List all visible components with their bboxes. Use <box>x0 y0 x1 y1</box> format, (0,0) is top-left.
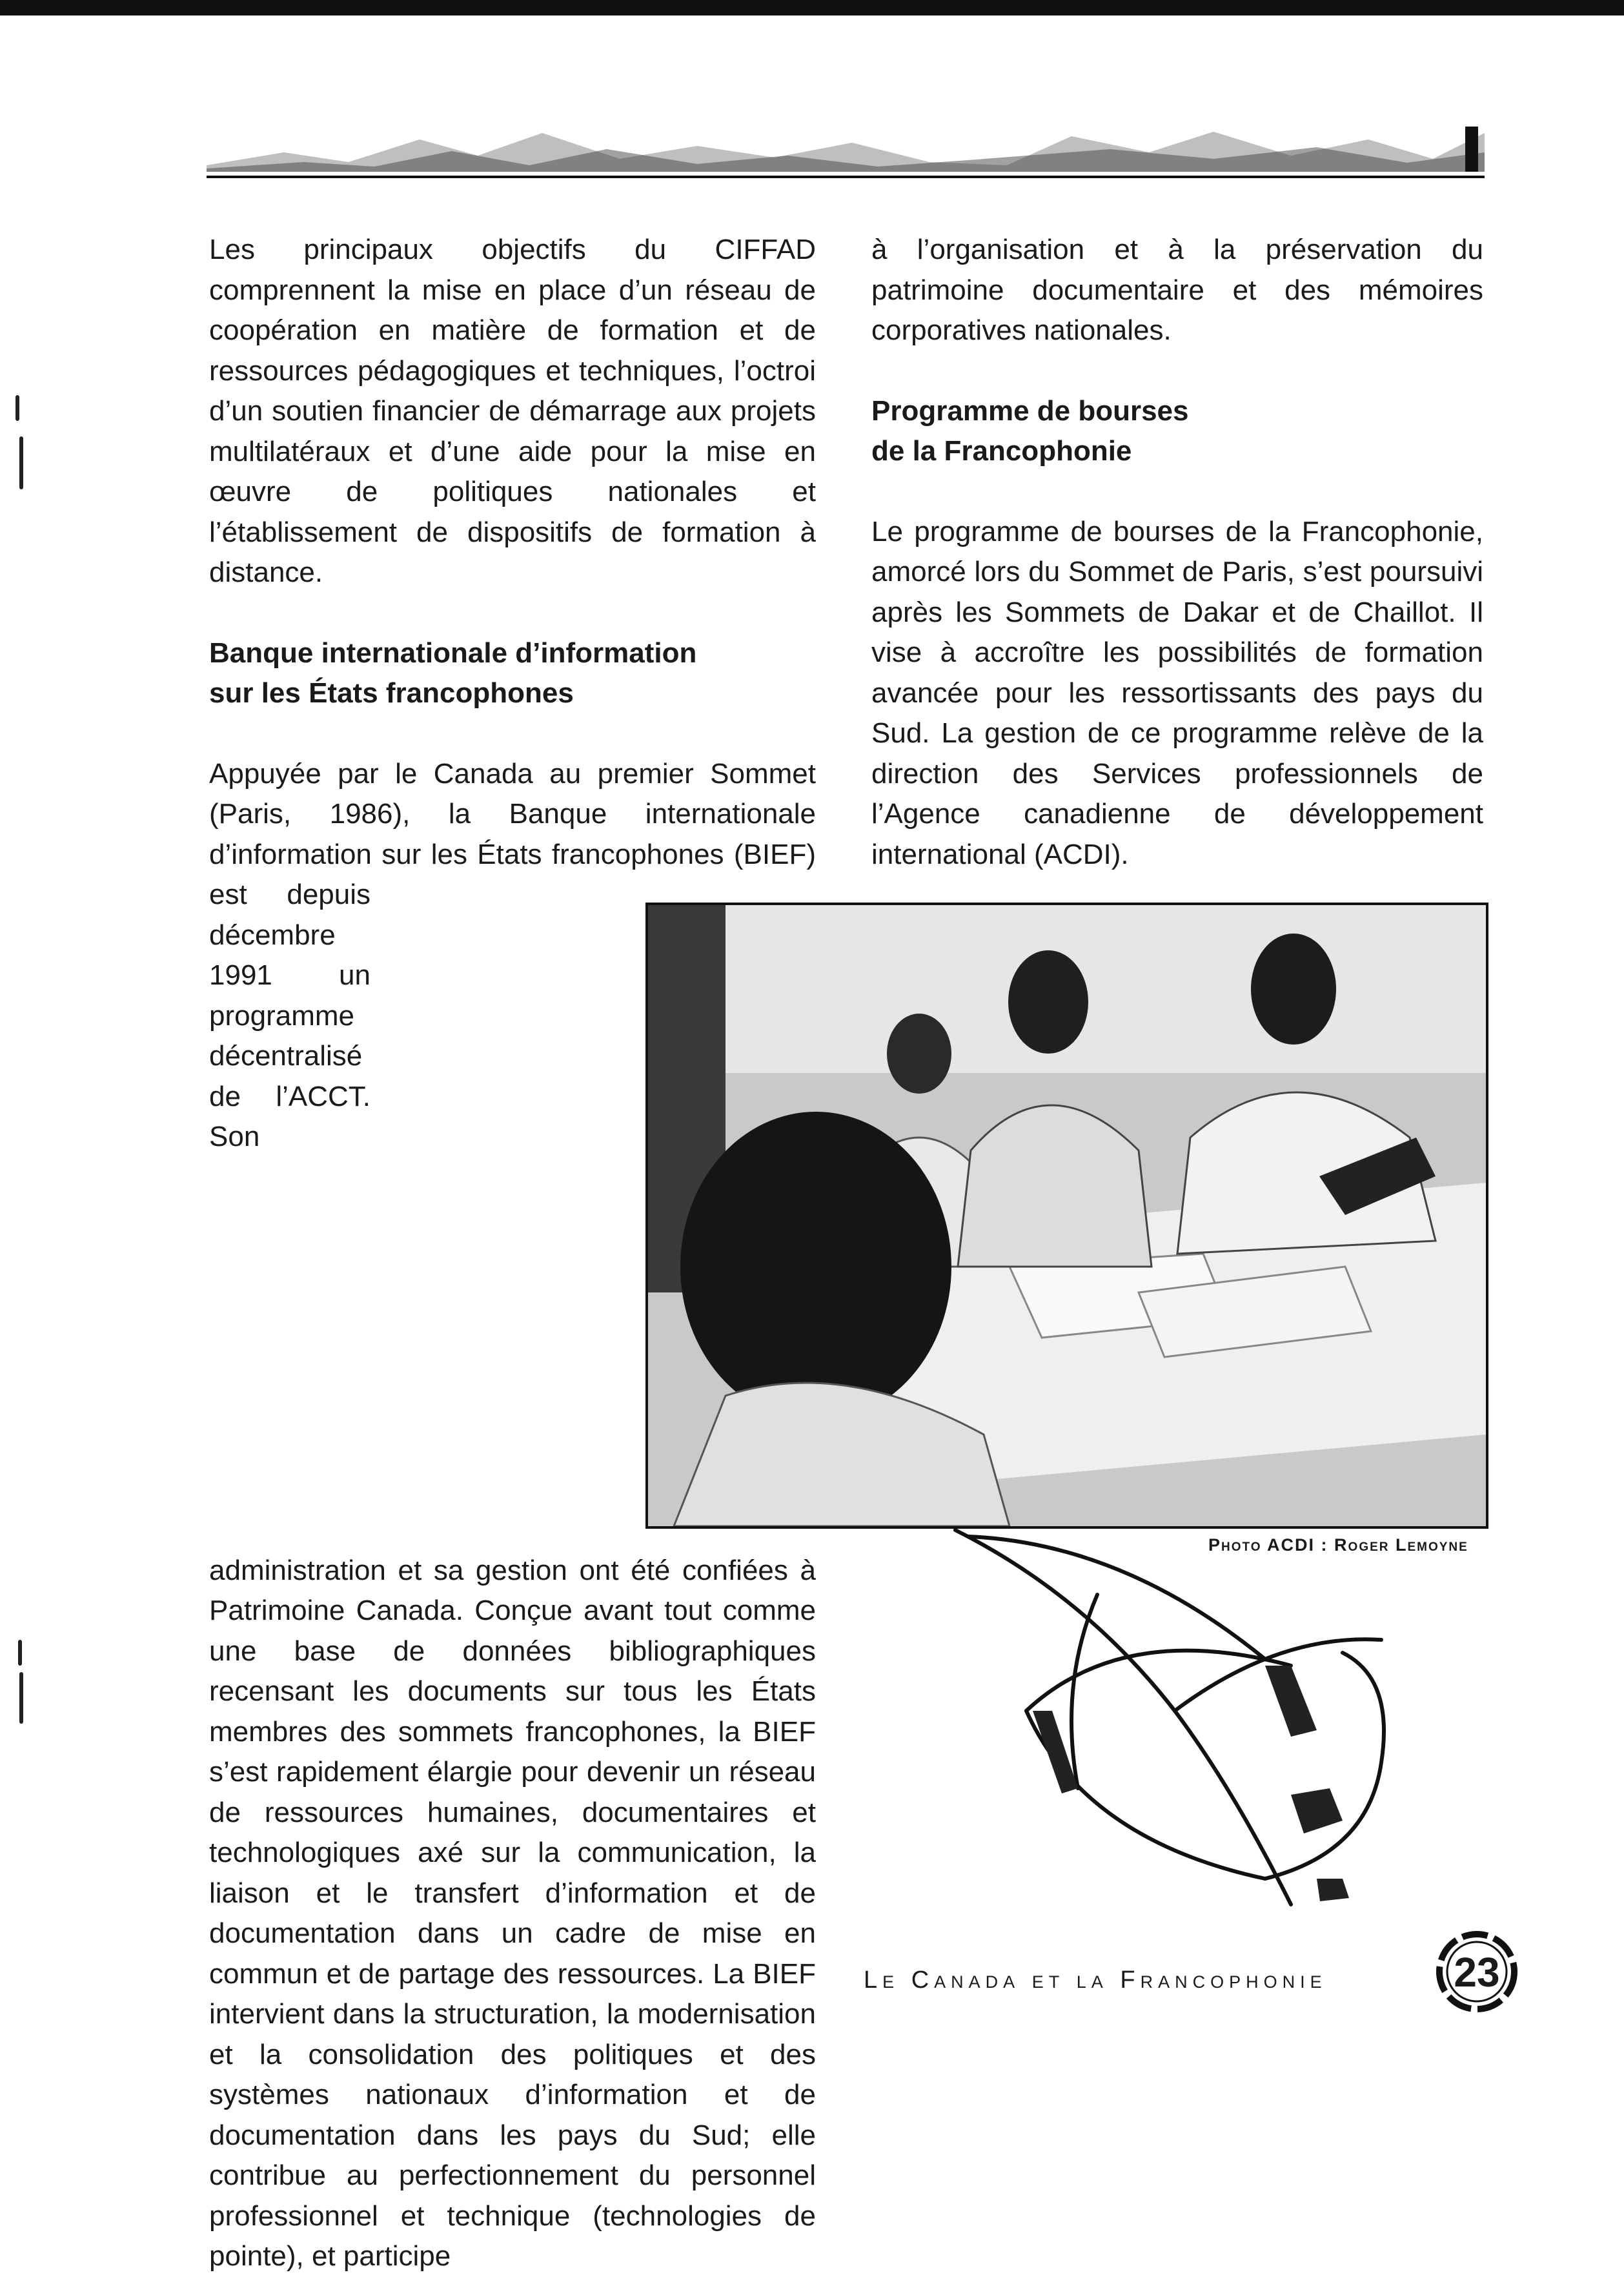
heading-bourses-line1: Programme de bourses <box>871 394 1189 427</box>
heading-bief-line2: sur les États francophones <box>209 677 574 709</box>
heading-bief <box>209 633 816 714</box>
margin-scan-mark <box>15 395 19 421</box>
paragraph-bourses: Le programme de bourses de la Francophonie, amorcé lors du Sommet de Paris, s’est poursuivi après les Sommets de Dakar et de Chaillot. Il vise à accroître les possibilités de formation avancée pour les ressortissants des pays du Sud. La gestion de ce programme relève de la direction des Services professionnels de l’Agence canadienne de développement international (ACDI). <box>871 515 1483 870</box>
meeting-photo <box>645 903 1488 1529</box>
heading-bourses-line2: de la Francophonie <box>871 435 1132 467</box>
header-rule <box>207 176 1485 178</box>
margin-scan-mark <box>18 1640 22 1666</box>
margin-scan-mark <box>19 1672 23 1724</box>
page-number: 23 <box>1454 1949 1500 1996</box>
scan-top-border <box>0 0 1624 15</box>
photo-caption: Photo ACDI : Roger Lemoyne <box>1208 1535 1468 1555</box>
paragraph-patrimoine: à l’organisation et à la préservation du patrimoine documentaire et des mémoires corporatives nationales. <box>871 234 1483 346</box>
satellite-dish-illustration <box>929 1517 1420 1917</box>
heading-bourses <box>871 391 1483 472</box>
right-column <box>871 230 1483 875</box>
meeting-photo-illustration <box>648 905 1486 1526</box>
running-footer-title: Le Canada et la Francophonie <box>864 1966 1327 1994</box>
paragraph-bief: Appuyée par le Canada au premier Sommet (Paris, 1986), la Banque internationale d’information sur les États francophones (BIEF) est depuis décembre 1991 un programme décentralisé de l’ACCT. Son administration et sa gestion ont été confiées à Patrimoine Canada. Conçue avant tout comme une base de données bibliographiques recensant les documents sur tous les États membres des sommets francophones, la BIEF s’est rapidement élargie pour devenir un réseau de ressources humaines, documentaires et technologiques axé sur la communication, la liaison et le transfert d’information et de documentation dans un cadre de mise en commun et de partage des ressources. La BIEF intervient dans la structuration, la modernisation et la consolidation des politiques et des systèmes nationaux d’information et de documentation dans les pays du Sud; elle contribue au perfectionnement du personnel professionnel et technique (technologies de pointe), et participe <box>209 757 816 2272</box>
heading-bief-line1: Banque internationale d’information <box>209 637 697 669</box>
header-decorative-band <box>207 127 1485 172</box>
paragraph-ciffad: Les principaux objectifs du CIFFAD comprennent la mise en place d’un réseau de coopération en matière de formation et de ressources pédagogiques et techniques, l’octroi d’un soutien financier de démarrage aux projets multilatéraux et d’une aide pour la mise en œuvre de politiques nationales et l’établissement de dispositifs de formation à distance. <box>209 234 816 588</box>
margin-scan-mark <box>19 436 23 489</box>
